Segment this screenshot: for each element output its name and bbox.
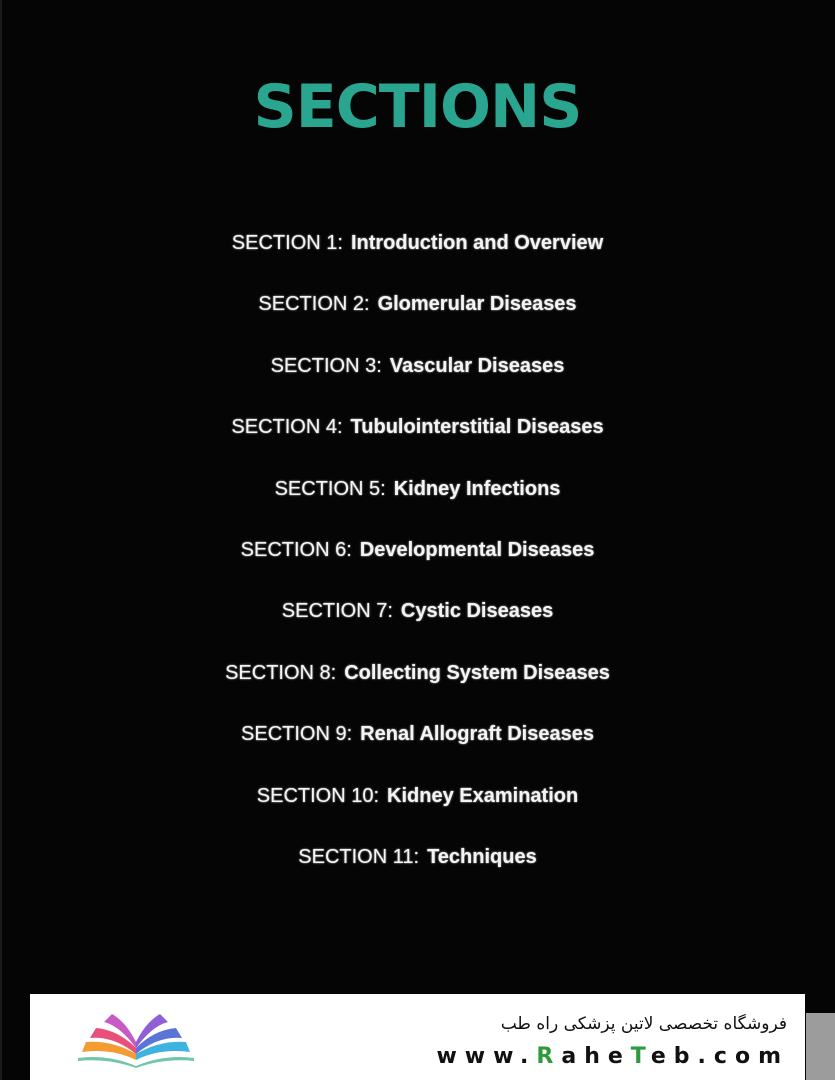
url-part: ahe <box>561 1044 631 1069</box>
section-number: SECTION 7: <box>281 600 393 623</box>
open-book-logo-icon <box>72 1008 200 1068</box>
page-title: SECTIONS <box>253 72 582 142</box>
section-number: SECTION 9: <box>241 723 353 746</box>
section-number: SECTION 11: <box>298 845 420 868</box>
list-item <box>0 594 835 655</box>
list-item <box>0 410 835 471</box>
section-name: Kidney Infections <box>393 477 561 500</box>
list-item <box>0 717 835 778</box>
list-item <box>0 472 835 533</box>
section-name: Introduction and Overview <box>350 232 604 254</box>
section-number: SECTION 4: <box>231 416 343 439</box>
section-number: SECTION 5: <box>274 477 386 500</box>
store-name-text: فروشگاه تخصصی لاتین پزشکی راه طب <box>500 1014 787 1034</box>
section-name: Collecting System Diseases <box>344 661 610 684</box>
section-name: Developmental Diseases <box>359 538 595 561</box>
section-number: SECTION 10: <box>256 784 380 807</box>
website-url-link[interactable] <box>436 1044 789 1069</box>
list-item <box>0 779 835 840</box>
url-part: eb.com <box>650 1044 789 1069</box>
list-item <box>0 226 835 287</box>
section-number: SECTION 2: <box>258 293 370 316</box>
section-name: Vascular Diseases <box>389 354 565 377</box>
list-item <box>0 840 835 901</box>
section-name: Renal Allograft Diseases <box>360 723 594 746</box>
section-name: Glomerular Diseases <box>377 293 577 316</box>
list-item <box>0 287 835 348</box>
list-item <box>0 533 835 594</box>
section-number: SECTION 1: <box>231 232 343 254</box>
url-part: R <box>536 1044 562 1069</box>
section-name: Kidney Examination <box>387 784 579 807</box>
section-name: Tubulointerstitial Diseases <box>350 416 604 439</box>
store-banner[interactable] <box>30 994 805 1080</box>
section-number: SECTION 3: <box>270 354 382 377</box>
section-number: SECTION 8: <box>225 661 337 684</box>
section-name: Techniques <box>427 845 537 868</box>
sections-list <box>0 226 835 901</box>
section-number: SECTION 6: <box>240 538 352 561</box>
list-item <box>0 656 835 717</box>
url-part: T <box>630 1044 651 1069</box>
section-name: Cystic Diseases <box>400 600 554 623</box>
scrollbar-thumb[interactable] <box>806 1013 835 1080</box>
url-part: www. <box>436 1044 537 1069</box>
list-item <box>0 349 835 410</box>
